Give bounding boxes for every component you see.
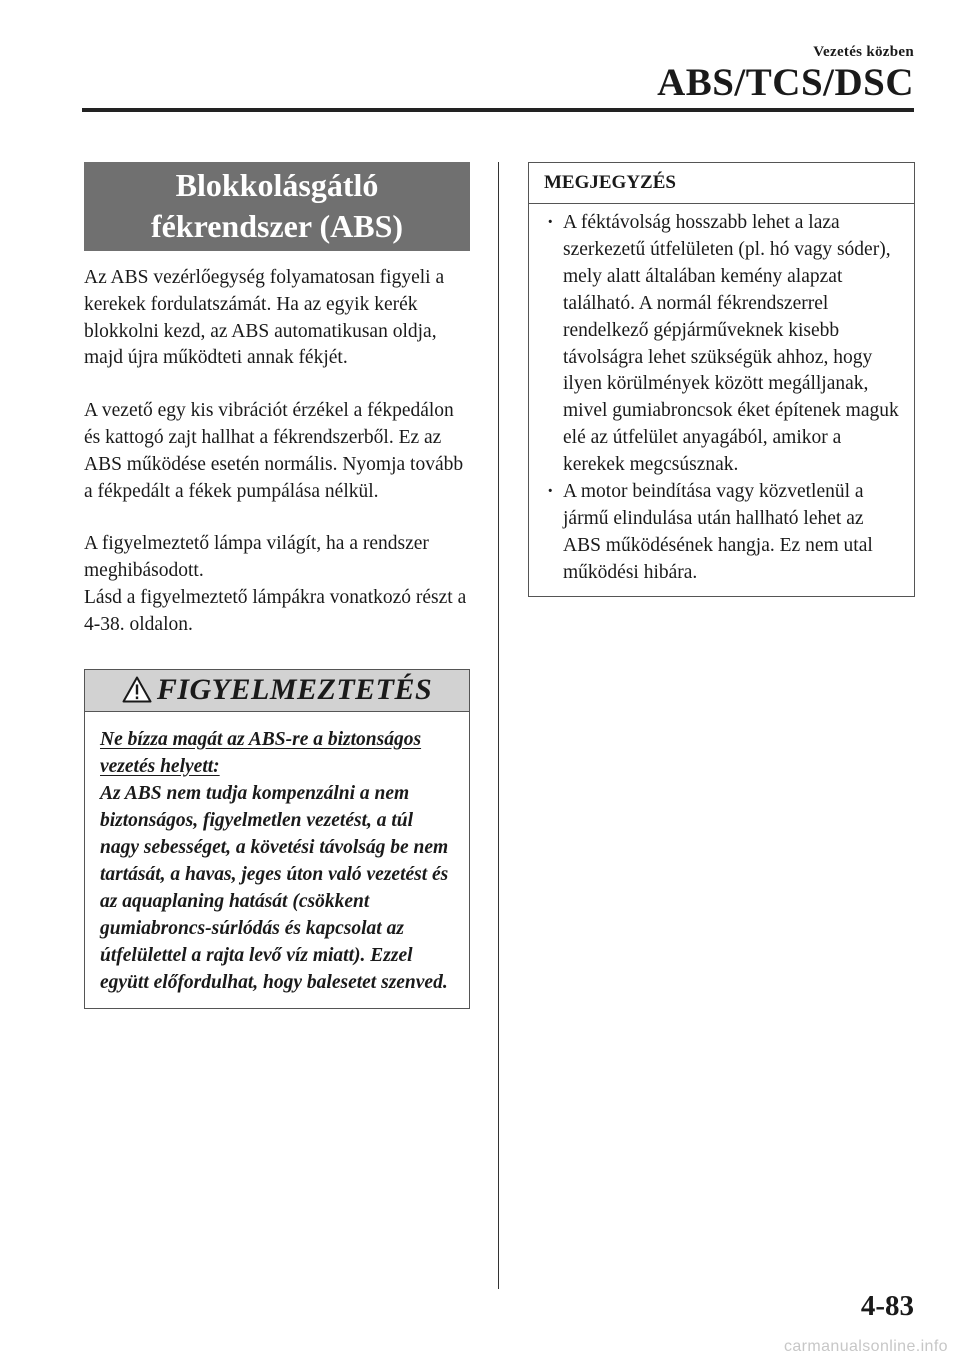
warning-title: FIGYELMEZTETÉS xyxy=(156,673,433,707)
abs-title-line-2: fékrendszer (ABS) xyxy=(150,208,404,244)
page-number: 4-83 xyxy=(860,1290,914,1322)
abs-title-line-1: Blokkolásgátló xyxy=(175,167,379,203)
watermark: carmanualsonline.info xyxy=(783,1338,948,1355)
warning-box xyxy=(84,669,470,1009)
abs-paragraph-3: A figyelmeztető lámpa világít, ha a rendszer meghibásodott. Lásd a figyelmeztető lámpákra vonatkozó részt a 4-38. oldalon. xyxy=(84,533,467,635)
warning-body xyxy=(85,712,469,1008)
abs-paragraph-2: A vezető egy kis vibrációt érzékel a fékpedálon és kattogó zajt hallhat a fékrendszerből. Ez az ABS működése esetén normális. Nyomja tovább a fékpedált a fékek pumpálása nélkül. xyxy=(84,400,464,502)
section-heading: ABS/TCS/DSC xyxy=(657,61,914,104)
warning-text: Az ABS nem tudja kompenzálni a nem biztonságos, figyelmetlen vezetést, a túl nagy sebességet, a követési távolság be nem tartását, a havas, jeges úton való vezetést és az aquaplaning hatását (csökkent gumiabroncs-súrlódás és kapcsolat az útfelülettel a rajta levő víz miatt). Ezzel együtt előfordulhat, hogy balesetet szenved. xyxy=(100,782,449,993)
column-divider xyxy=(498,162,499,1289)
chapter-label: Vezetés közben xyxy=(813,44,914,60)
bullet-icon: · xyxy=(547,481,554,503)
abs-section-title xyxy=(84,162,470,251)
warning-header xyxy=(85,670,469,712)
abs-section xyxy=(84,162,470,1009)
warning-triangle-icon xyxy=(122,676,152,703)
note-box xyxy=(528,162,915,597)
note-item-text: A motor beindítása vagy közvetlenül a jármű elindulása után hallható lehet az ABS működésének hangja. Ez nem utal működési hibára. xyxy=(563,481,873,583)
note-item-text: A féktávolság hosszabb lehet a laza szerkezetű útfelületen (pl. hó vagy sóder), mely alatt általában kemény alapzat található. A normál fékrendszerrel rendelkező gépjárműveknek kisebb távolságra lehet szükségük ahhoz, hogy ilyen körülmények között megálljanak, mivel gumiabroncsok éket építenek maguk elé az útfelület anyagából, amikor a kerekek megcsúsznak. xyxy=(563,212,899,476)
bullet-icon: · xyxy=(547,212,554,233)
note-list xyxy=(529,204,914,596)
warning-lead: Ne bízza magát az ABS-re a biztonságos vezetés helyett: xyxy=(100,728,422,777)
header-divider xyxy=(82,108,914,112)
abs-paragraph-1: Az ABS vezérlőegység folyamatosan figyeli a kerekek fordulatszámát. Ha az egyik kerék blokkolni kezd, az ABS automatikusan oldja, majd újra működteti annak fékjét. xyxy=(84,267,445,369)
note-item xyxy=(544,479,902,587)
note-title: MEGJEGYZÉS xyxy=(529,163,914,204)
note-item xyxy=(544,210,902,479)
